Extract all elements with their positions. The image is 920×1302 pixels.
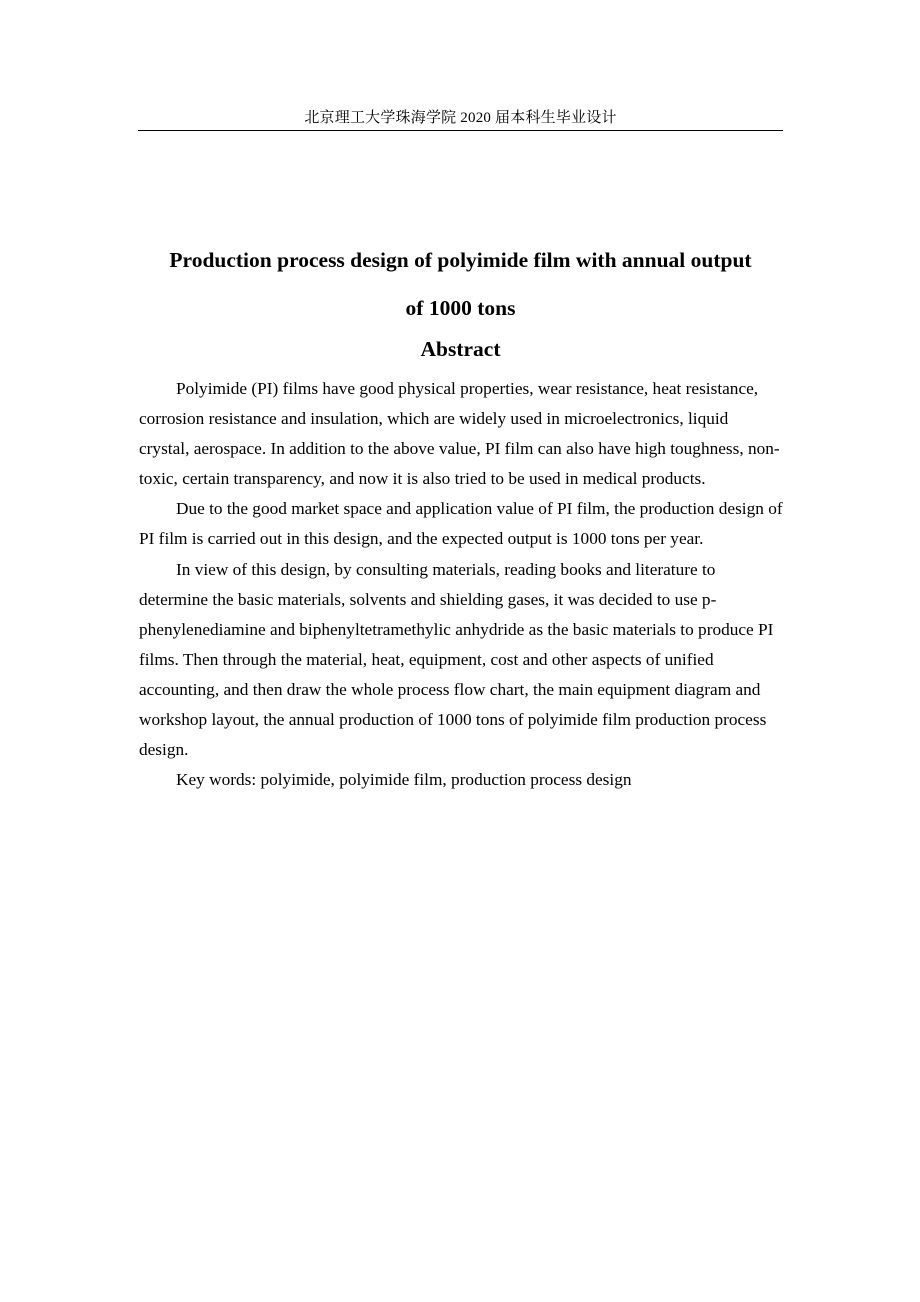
abstract-heading: Abstract — [420, 337, 501, 361]
header-divider — [138, 130, 783, 131]
keywords-line: Key words: polyimide, polyimide film, production process design — [176, 770, 632, 790]
abstract-paragraph-1: Polyimide (PI) films have good physical properties, wear resistance, heat resistance, corrosion resistance and insulation, which are widely used in microelectronics, liquid crystal, aerospace. In addition to the above value, PI film can also have high toughness, non-toxic, certain transparency, and now it is also tried to be used in medical products. — [139, 379, 780, 489]
thesis-title — [138, 236, 783, 332]
abstract-body — [139, 374, 783, 795]
thesis-title-line-1: Production process design of polyimide film with annual output — [169, 248, 752, 272]
thesis-title-line-2: of 1000 tons — [405, 296, 516, 320]
page-header: 北京理工大学珠海学院 2020 届本科生毕业设计 — [304, 110, 617, 126]
abstract-paragraph-3: In view of this design, by consulting materials, reading books and literature to determine the basic materials, solvents and shielding gases, it was decided to use p-phenylenediamine and biphenyltetramethylic anhydride as the basic materials to produce PI films. Then through the material, heat, equipment, cost and other aspects of unified accounting, and then draw the whole process flow chart, the main equipment diagram and workshop layout, the annual production of 1000 tons of polyimide film production process design. — [139, 559, 774, 760]
abstract-paragraph-2: Due to the good market space and application value of PI film, the production design of PI film is carried out in this design, and the expected output is 1000 tons per year. — [139, 499, 783, 549]
